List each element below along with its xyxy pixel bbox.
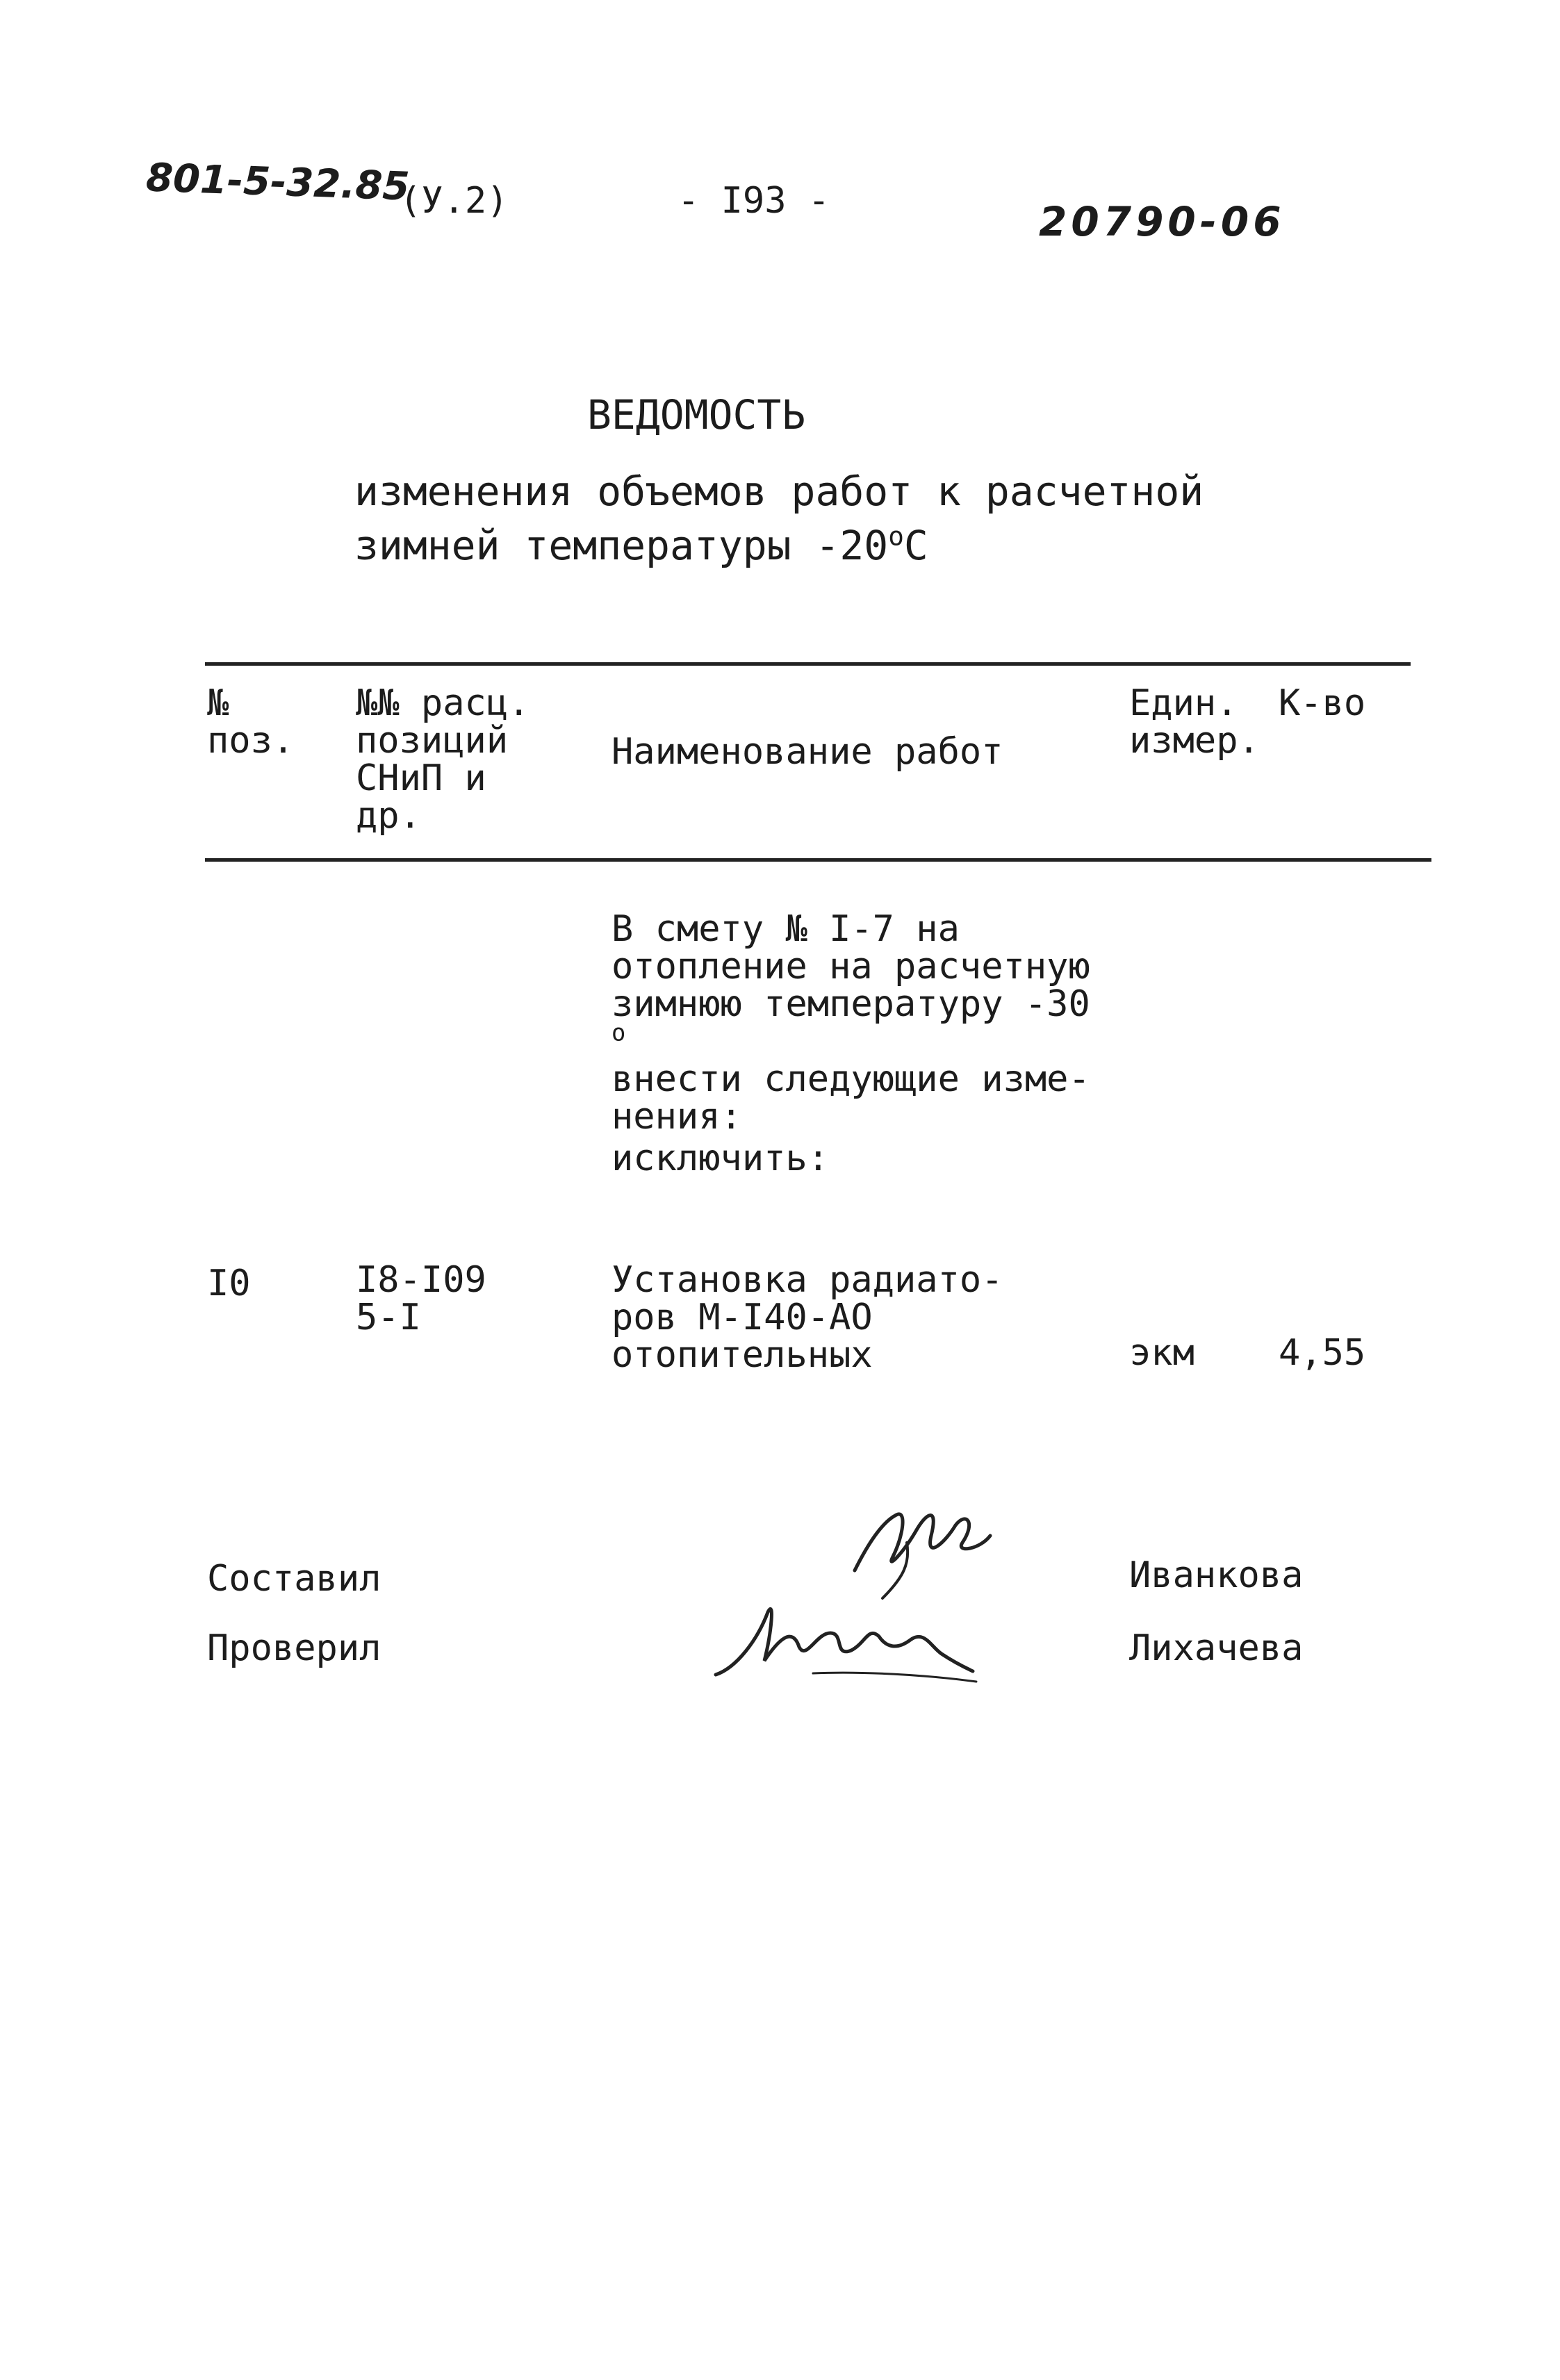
header-ref [356, 684, 529, 835]
checked-by-label: Проверил [207, 1627, 381, 1669]
header-pos [207, 684, 294, 760]
degree-mark: о [888, 520, 904, 552]
intro-line [611, 985, 1090, 1060]
header-pos-line: поз. [207, 720, 295, 762]
subtitle-line2-text: зимней температуры -20 [354, 522, 889, 569]
header-name: Наименование работ [611, 731, 1003, 773]
row-name [611, 1261, 1003, 1374]
header-ref-line: №№ расц. [356, 682, 530, 724]
row-ref [356, 1261, 486, 1336]
header-pos-line: № [207, 682, 229, 724]
intro-line: нения: [611, 1096, 742, 1138]
row-name-line: отопительных [611, 1334, 873, 1376]
row-ref-line: 5-I [356, 1297, 421, 1338]
row-ref-line: I8-I09 [356, 1259, 486, 1301]
degree-mark: о [611, 1019, 626, 1047]
row-name-line: Установка радиато- [611, 1259, 1003, 1301]
header-unit-line: измер. [1129, 720, 1260, 762]
intro-line: В смету № I-7 на [611, 908, 960, 950]
intro-line: внести следующие изме- [611, 1058, 1090, 1100]
subtitle-line2-tail: С [903, 522, 928, 569]
section-label: исключить: [611, 1138, 830, 1179]
compiled-by-name: Иванкова [1129, 1554, 1304, 1596]
intro-text [611, 908, 1090, 1138]
archive-stamp: 20790-06 [1039, 198, 1286, 245]
header-unit [1129, 684, 1260, 760]
document-title: ВЕДОМОСТЬ [587, 391, 806, 438]
document-subtitle-line1: изменения объемов работ к расчетной [354, 468, 1204, 515]
intro-line-text: зимнюю температуру -30 [611, 983, 1090, 1025]
header-ref-line: др. [356, 795, 421, 837]
header-ref-line: СНиП и [356, 757, 486, 799]
row-name-line: ров М-I40-АО [611, 1297, 873, 1338]
signature-checked [702, 1584, 980, 1689]
compiled-by-label: Составил [207, 1558, 381, 1600]
intro-line: отопление на расчетную [611, 946, 1090, 987]
table-header-rule [205, 858, 1431, 862]
header-ref-line: позиций [356, 720, 509, 762]
volume-label: (У.2) [400, 180, 509, 222]
header-unit-line: Един. [1129, 682, 1238, 724]
row-unit: экм [1129, 1332, 1194, 1374]
document-code: 801-5-32.85 [145, 155, 411, 210]
document-subtitle-line2 [354, 520, 928, 569]
checked-by-name: Лихачева [1129, 1627, 1304, 1669]
row-qty: 4,55 [1279, 1332, 1366, 1374]
row-pos: I0 [207, 1263, 251, 1304]
header-qty: К-во [1279, 682, 1366, 724]
page-number: - I93 - [678, 180, 830, 222]
table-top-rule [205, 662, 1411, 666]
